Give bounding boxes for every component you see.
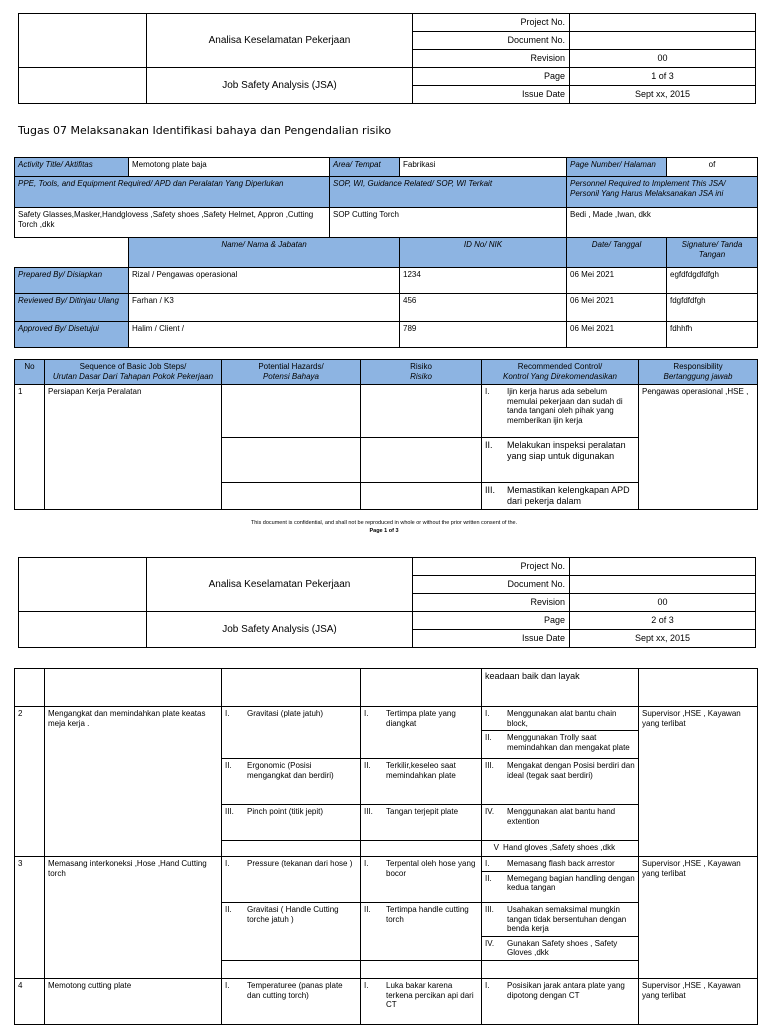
col-control: Recommended Control/ Kontrol Yang Direkomendasikan xyxy=(482,360,639,385)
control-cell: keadaan baik dan layak xyxy=(482,669,639,707)
hazard-cell xyxy=(222,438,361,483)
risk-cell: II. Tertimpa handle cutting torch xyxy=(361,903,482,961)
header-value xyxy=(570,558,756,576)
control-cell: I. Memasang flash back arrestor II. Memegang bagian handling dengan kedua tangan xyxy=(482,857,639,903)
risk-cell xyxy=(361,841,482,857)
logo-cell xyxy=(19,612,147,648)
header-label: Page xyxy=(413,612,570,630)
hazard-cell: I. Temperaturee (panas plate dan cutting torch) xyxy=(222,979,361,1025)
signer-name: Rizal / Pengawas operasional xyxy=(129,268,400,294)
step-text: Memotong cutting plate xyxy=(45,979,222,1025)
signer-date: 06 Mei 2021 xyxy=(567,322,667,348)
col-risk: Risiko Risiko xyxy=(361,360,482,385)
control-cell: III. Memastikan kelengkapan APD dari pekerja dalam xyxy=(482,483,639,510)
header-label: Revision xyxy=(413,50,570,68)
header-value: 00 xyxy=(570,50,756,68)
header-title-id: Analisa Keselamatan Pekerjaan xyxy=(147,14,413,68)
step-text xyxy=(45,669,222,707)
hazard-cell: I. Gravitasi (plate jatuh) xyxy=(222,707,361,759)
jsa-table-2 xyxy=(14,668,758,1025)
signer-name: Farhan / K3 xyxy=(129,294,400,322)
signer-signature: fdgfdfdfgh xyxy=(667,294,758,322)
col-hazards: Potential Hazards/ Potensi Bahaya xyxy=(222,360,361,385)
area-value: Fabrikasi xyxy=(400,158,567,177)
risk-cell: I. Luka bakar karena terkena percikan api dari CT xyxy=(361,979,482,1025)
header-value xyxy=(570,14,756,32)
hazard-cell: III. Pinch point (titik jepit) xyxy=(222,805,361,841)
control-cell: II. Melakukan inspeksi peralatan yang siap untuk digunakan xyxy=(482,438,639,483)
header-value xyxy=(570,576,756,594)
page-number-value: of xyxy=(667,158,758,177)
hazard-cell xyxy=(222,669,361,707)
signer-id: 456 xyxy=(400,294,567,322)
col-name: Name/ Nama & Jabatan xyxy=(129,238,400,268)
logo-cell xyxy=(19,558,147,612)
header-label: Project No. xyxy=(413,14,570,32)
step-no: 1 xyxy=(15,385,45,510)
header-title-en: Job Safety Analysis (JSA) xyxy=(147,612,413,648)
responsibility-cell: Supervisor ,HSE , Kayawan yang terlibat xyxy=(639,979,758,1025)
logo-cell xyxy=(19,14,147,68)
col-responsibility: Responsibility Bertanggung jawab xyxy=(639,360,758,385)
header-label: Document No. xyxy=(413,32,570,50)
page-footer: Page 1 of 3 xyxy=(369,528,399,534)
sop-value: SOP Cutting Torch xyxy=(330,208,567,238)
ppe-label: PPE, Tools, and Equipment Required/ APD dan Peralatan Yang Diperlukan xyxy=(15,177,330,208)
activity-label: Activity Title/ Aktifitas xyxy=(15,158,129,177)
task-title: Tugas 07 Melaksanakan Identifikasi bahaya dan Pengendalian risiko xyxy=(18,124,392,137)
col-no: No xyxy=(15,360,45,385)
empty-cell xyxy=(15,238,129,268)
document-header-2 xyxy=(18,557,756,648)
risk-cell: III. Tangan terjepit plate xyxy=(361,805,482,841)
risk-cell xyxy=(361,385,482,438)
role-reviewed: Reviewed By/ Ditinjau Ulang xyxy=(15,294,129,322)
hazard-cell: II. Gravitasi ( Handle Cutting torche jatuh ) xyxy=(222,903,361,961)
hazard-cell: I. Pressure (tekanan dari hose ) xyxy=(222,857,361,903)
signer-signature: egfdfdgdfdfgh xyxy=(667,268,758,294)
control-cell: I. Posisikan jarak antara plate yang dipotong dengan CT xyxy=(482,979,639,1025)
header-label: Document No. xyxy=(413,576,570,594)
signer-date: 06 Mei 2021 xyxy=(567,268,667,294)
control-cell: III. Usahakan semaksimal mungkin tangan tidak bersentuhan dengan benda kerja IV. Gunakan Safety shoes , Safety Gloves ,dkk xyxy=(482,903,639,961)
ppe-value: Safety Glasses,Masker,Handglovess ,Safety shoes ,Safety Helmet, Appron ,Cutting Torch ,dkk xyxy=(15,208,330,238)
responsibility-cell: Pengawas operasional ,HSE , xyxy=(639,385,758,510)
document-header-1 xyxy=(18,13,756,104)
header-title-id: Analisa Keselamatan Pekerjaan xyxy=(147,558,413,612)
confidential-notice: This document is confidential, and shall not be reproduced in whole or without the prior written consent of the. xyxy=(250,520,518,526)
responsibility-cell: Supervisor ,HSE , Kayawan yang terlibat xyxy=(639,857,758,979)
step-no xyxy=(15,669,45,707)
step-no: 4 xyxy=(15,979,45,1025)
role-prepared: Prepared By/ Disiapkan xyxy=(15,268,129,294)
header-value: 1 of 3 xyxy=(570,68,756,86)
risk-cell: I. Tertimpa plate yang diangkat xyxy=(361,707,482,759)
header-title-en: Job Safety Analysis (JSA) xyxy=(147,68,413,104)
control-cell: I. Menggunakan alat bantu chain block, II. Menggunakan Trolly saat memindahkan dan mengakat plate xyxy=(482,707,639,759)
signer-date: 06 Mei 2021 xyxy=(567,294,667,322)
hazard-cell: II. Ergonomic (Posisi mengangkat dan berdiri) xyxy=(222,759,361,805)
col-date: Date/ Tanggal xyxy=(567,238,667,268)
personnel-value: Bedi , Made ,Iwan, dkk xyxy=(567,208,758,238)
activity-value: Memotong plate baja xyxy=(129,158,330,177)
header-label: Page xyxy=(413,68,570,86)
control-cell: III. Mengakat dengan Posisi berdiri dan ideal (tegak saat berdiri) xyxy=(482,759,639,805)
risk-cell xyxy=(361,961,482,979)
jsa-table-1 xyxy=(14,359,758,510)
step-text: Mengangkat dan memindahkan plate keatas meja kerja . xyxy=(45,707,222,857)
responsibility-cell: Supervisor ,HSE , Kayawan yang terlibat xyxy=(639,707,758,857)
page-number-label: Page Number/ Halaman xyxy=(567,158,667,177)
hazard-cell xyxy=(222,961,361,979)
risk-cell xyxy=(361,483,482,510)
step-no: 2 xyxy=(15,707,45,857)
risk-cell: I. Terpental oleh hose yang bocor xyxy=(361,857,482,903)
step-text: Persiapan Kerja Peralatan xyxy=(45,385,222,510)
logo-cell xyxy=(19,68,147,104)
risk-cell: II. Terkilir,keseleo saat memindahkan plate xyxy=(361,759,482,805)
control-cell: V Hand gloves ,Safety shoes ,dkk xyxy=(482,841,639,857)
sop-label: SOP, WI, Guidance Related/ SOP, WI Terkait xyxy=(330,177,567,208)
signer-signature: fdhhfh xyxy=(667,322,758,348)
header-value xyxy=(570,32,756,50)
area-label: Area/ Tempat xyxy=(330,158,400,177)
hazard-cell xyxy=(222,483,361,510)
step-text: Memasang interkoneksi ,Hose ,Hand Cutting torch xyxy=(45,857,222,979)
personnel-label: Personnel Required to Implement This JSA/ Personil Yang Harus Melaksanakan JSA ini xyxy=(567,177,758,208)
risk-cell xyxy=(361,669,482,707)
header-label: Revision xyxy=(413,594,570,612)
hazard-cell xyxy=(222,841,361,857)
activity-info-table xyxy=(14,157,758,348)
step-no: 3 xyxy=(15,857,45,979)
col-id: ID No/ NIK xyxy=(400,238,567,268)
col-signature: Signature/ Tanda Tangan xyxy=(667,238,758,268)
control-cell xyxy=(482,961,639,979)
control-cell: IV. Menggunakan alat bantu hand extention xyxy=(482,805,639,841)
responsibility-cell xyxy=(639,669,758,707)
header-label: Issue Date xyxy=(413,630,570,648)
signer-id: 1234 xyxy=(400,268,567,294)
signer-name: Halim / Client / xyxy=(129,322,400,348)
col-sequence: Sequence of Basic Job Steps/ Urutan Dasar Dari Tahapan Pokok Pekerjaan xyxy=(45,360,222,385)
control-cell: I. Ijin kerja harus ada sebelum memulai pekerjaan dan sudah di tanda tangani oleh pihak yang memberikan ijin kerja xyxy=(482,385,639,438)
risk-cell xyxy=(361,438,482,483)
header-value: 2 of 3 xyxy=(570,612,756,630)
header-value: 00 xyxy=(570,594,756,612)
header-value: Sept xx, 2015 xyxy=(570,86,756,104)
header-label: Issue Date xyxy=(413,86,570,104)
header-label: Project No. xyxy=(413,558,570,576)
hazard-cell xyxy=(222,385,361,438)
header-value: Sept xx, 2015 xyxy=(570,630,756,648)
signer-id: 789 xyxy=(400,322,567,348)
role-approved: Approved By/ Disetujui xyxy=(15,322,129,348)
